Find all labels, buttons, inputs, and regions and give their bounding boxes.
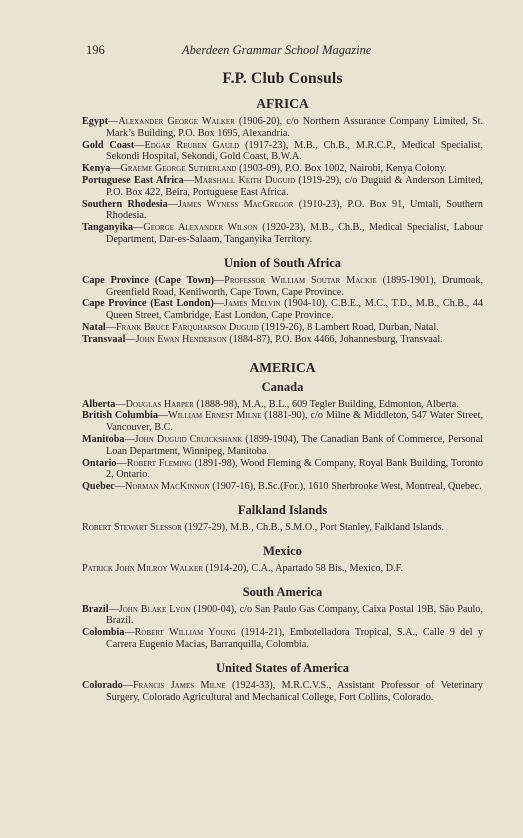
entry-place: Colombia (82, 627, 125, 639)
entry-name: Alexander George Walker (118, 116, 235, 127)
entry-name: Frank Bruce Farquharson Duguid (115, 321, 259, 333)
entry-name: Robert Fleming (126, 457, 192, 469)
entry-name: Marshall Keith Duguid (193, 174, 296, 186)
entry-name: James Wyness MacGregor (177, 198, 294, 210)
entry-cape-town: Cape Province (Cape Town)—Professor William Soutar Mackie (1895-1901), Drumoak, Greenfield Road, Kenilworth, Cape Town, Cape Province. (82, 274, 484, 298)
entry-name: James Melvin (224, 298, 281, 310)
entry-text: (1906-20), c/o Northern Assurance Company Limited, St. Mark’s Building, P.O. Box 1695, Alexandria. (106, 116, 484, 139)
entry-falkland (82, 522, 483, 534)
entry-place: Southern Rhodesia (82, 198, 168, 210)
entry-name: George Alexander Wilson (143, 222, 258, 234)
entry-name: William Ernest Milne (168, 410, 262, 422)
entry-place: British Columbia (82, 410, 158, 422)
entry-text: (1919-29), c/o Duguid & Anderson Limited, P.O. Box 422, Beira, Portuguese East Africa. (106, 174, 483, 198)
entry-text: (1891-98), Wood Fleming & Company, Royal Bank Building, Toronto 2, Ontario. (106, 457, 484, 481)
entry-text: (1924-33), M.R.C.V.S., Assistant Professor of Veterinary Surgery, Colorado Agricultural and Mechanical College, Fort Collins, Colorado. (106, 679, 483, 703)
entry-place: Tanganyika (82, 222, 134, 234)
entry-name: Patrick John Milroy Walker (82, 562, 203, 574)
entry-name: Robert William Young (134, 627, 236, 639)
entry-gold-coast: Gold Coast—Edgar Reuben Gauld (1917-23), M.B., Ch.B., M.R.C.P., Medical Specialist, Sekondi Hospital, Sekondi, Gold Coast, B.W.A. (82, 139, 484, 163)
entry-east-london: Cape Province (East London)—James Melvin (1904-10), C.B.E., M.C., T.D., M.B., Ch.B., 44 Queen Street, Cambridge, East London, Cape Province. (82, 298, 484, 322)
entry-southern-rhodesia: Southern Rhodesia—James Wyness MacGregor (1910-23), P.O. Box 91, Umtali, Southern Rhodesia. (82, 198, 483, 222)
heading-south-america: South America (242, 584, 323, 599)
entry-place: Ontario (82, 457, 117, 469)
entry-text: (1895-1901), Drumoak, Greenfield Road, Kenilworth, Cape Town, Cape Province. (106, 274, 484, 298)
entry-place: Brazil (82, 603, 109, 615)
entry-manitoba: Manitoba—John Duguid Cruickshank (1899-1904), The Canadian Bank of Commerce, Personal Loan Department, Winnipeg, Manitoba. (82, 433, 483, 457)
entry-place: Transvaal (82, 333, 126, 345)
journal-title: Aberdeen Grammar School Magazine (182, 43, 372, 57)
entry-brazil: Brazil—John Blake Lyon (1900-04), c/o San Paulo Gas Company, Caixa Postal 19B, São Paulo, Brazil. (82, 603, 484, 627)
entry-transvaal: Transvaal—John Ewan Henderson (1884-87), P.O. Box 4466, Johannesburg, Transvaal. (82, 333, 443, 345)
entry-text: (1907-16), B.Sc.(For.), 1610 Sherbrooke West, Montreal, Quebec. (212, 481, 482, 493)
entry-place: Manitoba (82, 433, 125, 445)
running-head (86, 43, 483, 59)
entry-egypt: Egypt—Alexander George Walker (1906-20), c/o Northern Assurance Company Limited, St. Mark’s Building, P.O. Box 1695, Alexandria. (82, 116, 484, 139)
entry-text: (1920-23), M.B., Ch.B., Medical Specialist, Labour Department, Dar-es-Salaam, Tanganyika Territory. (106, 222, 483, 245)
content (82, 96, 483, 703)
heading-america: AMERICA (249, 359, 316, 375)
entry-place: Natal (82, 321, 106, 333)
entry-british-columbia: British Columbia—William Ernest Milne (1881-90), c/o Milne & Middleton, 547 Water Street, Vancouver, B.C. (82, 410, 483, 434)
entry-place: Colorado (82, 679, 123, 691)
entry-quebec: Quebec—Norman MacKinnon (1907-16), B.Sc.(For.), 1610 Sherbrooke West, Montreal, Quebec. (82, 481, 482, 493)
entry-text: (1899-1904), The Canadian Bank of Commerce, Personal Loan Department, Winnipeg, Manitoba. (106, 433, 483, 457)
entry-colombia: Colombia—Robert William Young (1914-21), Embotelladora Tropical, S.A., Calle 9 del y Carrera Eugenio Macias, Barranquilla, Colombia. (82, 627, 483, 650)
entry-text: (1884-87), P.O. Box 4466, Johannesburg, Transvaal. (229, 333, 443, 345)
entry-place: Cape Province (Cape Town) (82, 274, 214, 286)
entry-place: Cape Province (East London) (82, 298, 214, 310)
entry-text: (1910-23), P.O. Box 91, Umtali, Southern Rhodesia. (106, 198, 483, 222)
entry-place: Egypt (82, 116, 109, 127)
heading-africa: AFRICA (256, 96, 309, 111)
entry-text: (1914-20), C.A., Apartado 58 Bis., Mexico, D.F. (205, 562, 404, 574)
entry-tanganyika: Tanganyika—George Alexander Wilson (1920-23), M.B., Ch.B., Medical Specialist, Labour Department, Dar-es-Salaam, Tanganyika Territory. (82, 222, 483, 245)
heading-canada: Canada (261, 379, 304, 394)
entry-text: (1881-90), c/o Milne & Middleton, 547 Water Street, Vancouver, B.C. (106, 410, 483, 434)
entry-name: Douglas Harper (125, 398, 194, 410)
entry-name: Graeme George Sutherland (120, 163, 237, 175)
page-title: F.P. Club Consuls (222, 70, 343, 87)
entry-text: (1903-09), P.O. Box 1002, Nairobi, Kenya Colony. (239, 163, 447, 175)
heading-mexico: Mexico (263, 543, 302, 558)
entry-text: (1919-26), 8 Lambert Road, Durban, Natal. (261, 321, 439, 333)
heading-united-states: United States of America (216, 660, 349, 675)
entry-natal: Natal—Frank Bruce Farquharson Duguid (1919-26), 8 Lambert Road, Durban, Natal. (82, 321, 439, 333)
entry-portuguese-east-africa: Portuguese East Africa—Marshall Keith Duguid (1919-29), c/o Duguid & Anderson Limited, P.O. Box 422, Beira, Portuguese East Africa. (82, 174, 483, 198)
entry-name: Robert Stewart Slessor (82, 521, 182, 533)
entry-colorado: Colorado—Francis James Milne (1924-33), M.R.C.V.S., Assistant Professor of Veterinary Surgery, Colorado Agricultural and Mechanical College, Fort Collins, Colorado. (82, 679, 483, 703)
entry-mexico (82, 563, 483, 575)
entry-place: Gold Coast (82, 139, 135, 151)
entry-text: (1927-29), M.B., Ch.B., S.M.O., Port Stanley, Falkland Islands. (184, 521, 445, 533)
entry-name: Edgar Reuben Gauld (144, 139, 240, 151)
entry-place: Alberta (82, 398, 116, 410)
entry-alberta: Alberta—Douglas Harper (1888-98), M.A., B.L., 609 Tegler Building, Edmonton, Alberta. (82, 398, 459, 410)
entry-text: (1914-21), Embotelladora Tropical, S.A., Calle 9 del y Carrera Eugenio Macias, Barranquilla, Colombia. (106, 627, 483, 650)
entry-text: (1917-23), M.B., Ch.B., M.R.C.P., Medical Specialist, Sekondi Hospital, Sekondi, Gold Coast, B.W.A. (106, 139, 484, 163)
entry-name: Norman MacKinnon (125, 481, 210, 493)
entry-text: (1900-04), c/o San Paulo Gas Company, Caixa Postal 19B, São Paulo, Brazil. (106, 603, 484, 627)
entry-place: Quebec (82, 481, 115, 493)
entry-name: Professor William Soutar Mackie (224, 274, 377, 286)
entry-name: Francis James Milne (132, 679, 226, 691)
entry-kenya: Kenya—Graeme George Sutherland (1903-09), P.O. Box 1002, Nairobi, Kenya Colony. (82, 163, 447, 175)
entry-text: (1904-10), C.B.E., M.C., T.D., M.B., Ch.B., 44 Queen Street, Cambridge, East London, Cape Province. (106, 298, 484, 322)
page-number: 196 (86, 43, 105, 57)
entry-place: Kenya (82, 163, 111, 175)
entry-name: John Duguid Cruickshank (134, 433, 243, 445)
heading-falkland-islands: Falkland Islands (237, 502, 328, 517)
heading-union-of-south-africa: Union of South Africa (223, 255, 342, 270)
entry-place: Portuguese East Africa (82, 174, 184, 186)
entry-text: (1888-98), M.A., B.L., 609 Tegler Building, Edmonton, Alberta. (196, 398, 459, 410)
entry-name: John Ewan Henderson (135, 333, 227, 345)
entry-ontario: Ontario—Robert Fleming (1891-98), Wood Fleming & Company, Royal Bank Building, Toronto 2, Ontario. (82, 457, 484, 481)
entry-name: John Blake Lyon (118, 603, 191, 615)
